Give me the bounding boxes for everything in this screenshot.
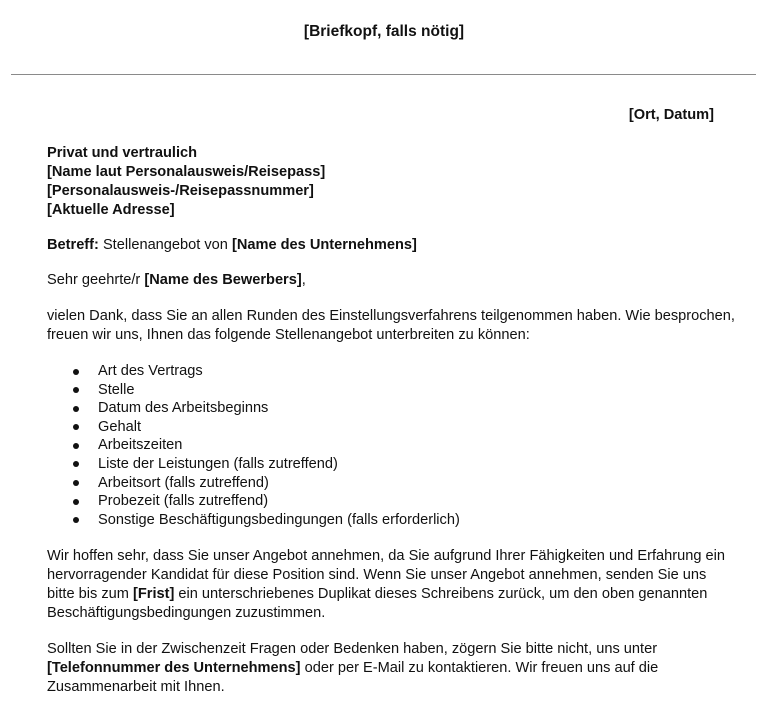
- list-item: Datum des Arbeitsbeginns: [47, 399, 737, 418]
- list-item: Art des Vertrags: [47, 362, 737, 381]
- letterhead-placeholder: [Briefkopf, falls nötig]: [303, 23, 465, 40]
- acceptance-text-before: Wir hoffen sehr, dass Sie unser Angebot annehmen, da Sie aufgrund Ihrer Fähigkeiten und Erfahrung ein hervorragender Kandidat für diese Position sind. Wenn Sie unser Angebot annehmen, senden Sie uns bitte bis zum: [47, 548, 725, 603]
- company-name-placeholder: [Name des Unternehmens]: [231, 237, 417, 253]
- salutation-text: Sehr geehrte/r: [47, 272, 145, 288]
- recipient-name-placeholder: [Name laut Personalausweis/Reisepass]: [47, 164, 326, 180]
- list-item: Liste der Leistungen (falls zutreffend): [47, 455, 737, 474]
- intro-paragraph: vielen Dank, dass Sie an allen Runden des Einstellungsverfahrens teilgenommen haben. Wie besprochen, freuen wir uns, Ihnen das folgende Stellenangebot unterbreiten zu können:: [47, 308, 735, 343]
- confidential-label: Privat und vertraulich: [47, 145, 198, 161]
- header-divider: [11, 74, 756, 75]
- list-item: Probezeit (falls zutreffend): [47, 492, 737, 511]
- closing-text-after: oder per E-Mail zu kontaktieren. Wir freuen uns auf die Zusammenarbeit mit Ihnen.: [47, 660, 659, 696]
- closing-paragraph: [47, 640, 737, 697]
- closing-text-before: Sollten Sie in der Zwischenzeit Fragen oder Bedenken haben, zögern Sie bitte nicht, uns unter: [47, 641, 658, 658]
- acceptance-paragraph: [47, 547, 737, 623]
- list-item: Arbeitsort (falls zutreffend): [47, 474, 737, 493]
- recipient-id-placeholder: [Personalausweis-/Reisepassnummer]: [47, 183, 314, 199]
- list-item: Sonstige Beschäftigungsbedingungen (falls erforderlich): [47, 511, 737, 530]
- place-date-placeholder: [Ort, Datum]: [628, 107, 714, 123]
- applicant-name-placeholder: [Name des Bewerbers]: [144, 272, 302, 288]
- list-item: Gehalt: [47, 418, 737, 437]
- salutation: [47, 271, 737, 290]
- recipient-address-placeholder: [Aktuelle Adresse]: [47, 202, 175, 218]
- offer-terms-list: [47, 362, 737, 529]
- subject-line: [47, 236, 737, 255]
- company-phone-placeholder: [Telefonnummer des Unternehmens]: [47, 660, 301, 677]
- subject-label: Betreff:: [47, 237, 99, 253]
- recipient-block: [47, 144, 737, 220]
- letter-body: [47, 144, 737, 697]
- list-item: Arbeitszeiten: [47, 436, 737, 455]
- deadline-placeholder: [Frist]: [132, 586, 175, 603]
- list-item: Stelle: [47, 381, 737, 400]
- subject-text: Stellenangebot von: [98, 237, 232, 253]
- acceptance-text-after: ein unterschriebenes Duplikat dieses Schreibens zurück, um den oben genannten Beschäftigungsbedingungen zuzustimmen.: [47, 586, 708, 622]
- salutation-suffix: ,: [301, 272, 306, 288]
